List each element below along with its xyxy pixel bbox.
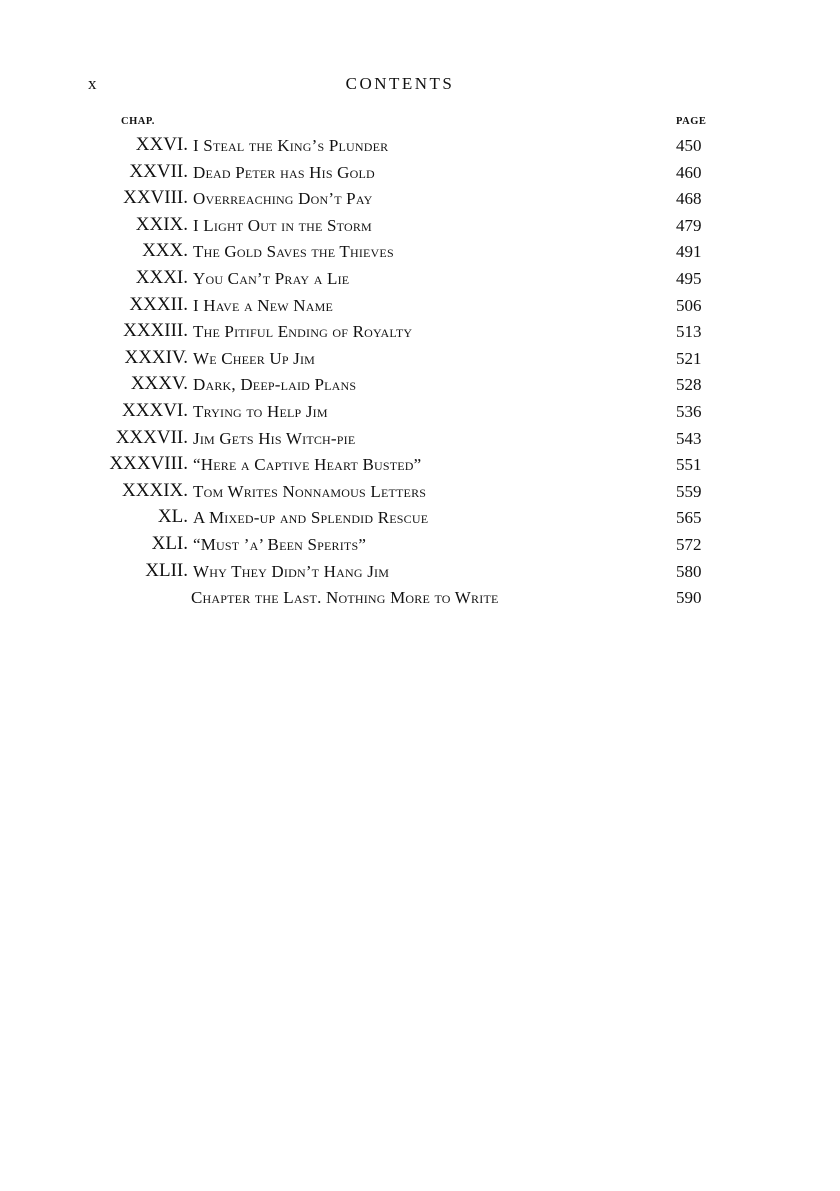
table-of-contents <box>0 132 840 611</box>
toc-entry <box>0 185 840 212</box>
chapter-title: A Mixed-up and Splendid Rescue <box>193 508 429 528</box>
chapter-number: XXXV. <box>130 373 188 395</box>
chapter-page: 580 <box>676 561 702 581</box>
toc-entry <box>0 318 840 345</box>
chapter-page: 468 <box>676 189 702 209</box>
chapter-number: XXXII. <box>129 293 188 315</box>
running-head: CONTENTS <box>345 74 455 93</box>
chapter-page: 491 <box>676 242 702 262</box>
toc-entry <box>0 398 840 425</box>
chapter-number: XXXVI. <box>122 399 188 421</box>
toc-entry <box>0 425 840 452</box>
chapter-title: I Have a New Name <box>193 295 333 315</box>
toc-entry <box>0 558 840 585</box>
chapter-number: XL. <box>157 506 188 528</box>
toc-entry <box>0 451 840 478</box>
chapter-number: XXXVIII. <box>109 453 188 475</box>
chapter-number: XXIX. <box>135 213 188 235</box>
chapter-title: The Gold Saves the Thieves <box>193 242 394 262</box>
chapter-title: We Cheer Up Jim <box>193 348 316 368</box>
chapter-title: Dark, Deep-laid Plans <box>193 375 357 395</box>
chapter-number: XXVIII. <box>123 187 188 209</box>
chapter-page: 551 <box>676 455 702 475</box>
page-number: x <box>88 74 98 93</box>
toc-entry <box>0 265 840 292</box>
toc-entry <box>0 478 840 505</box>
chapter-page: 460 <box>676 162 702 182</box>
chapter-page: 590 <box>676 588 702 608</box>
toc-entry <box>0 292 840 319</box>
chapter-page: 572 <box>676 534 702 554</box>
toc-entry <box>0 371 840 398</box>
chapter-number: XXXI. <box>135 266 188 288</box>
toc-entry <box>0 159 840 186</box>
chapter-title: Overreaching Don’t Pay <box>193 189 373 209</box>
chapter-page: 559 <box>676 481 702 501</box>
chapter-page: 450 <box>676 136 702 155</box>
chapter-number: XXXIV. <box>124 346 188 368</box>
chapter-title: Dead Peter has His Gold <box>193 162 375 182</box>
chapter-page: 506 <box>676 295 702 315</box>
chapter-number: XXXIX. <box>122 479 188 501</box>
chapter-number: XLII. <box>145 559 188 581</box>
chapter-number: XXX. <box>142 240 188 262</box>
chapter-title: Chapter the Last. Nothing More to Write <box>191 588 499 608</box>
chapter-title: The Pitiful Ending of Royalty <box>193 322 413 342</box>
chapter-page: 565 <box>676 508 702 528</box>
chapter-page: 513 <box>676 322 702 342</box>
chapter-title: I Light Out in the Storm <box>193 215 372 235</box>
chapter-title: “Here a Captive Heart Busted” <box>193 455 422 475</box>
toc-entry <box>0 238 840 265</box>
chapter-title: I Steal the King’s Plunder <box>193 136 389 155</box>
chapter-page: 495 <box>676 268 702 288</box>
chapter-title: Tom Writes Nonnamous Letters <box>193 481 427 501</box>
toc-entry <box>0 132 840 159</box>
chapter-number: XLI. <box>151 532 188 554</box>
chapter-title: You Can’t Pray a Lie <box>193 268 350 288</box>
chapter-page: 479 <box>676 215 702 235</box>
chap-column-label: CHAP. <box>121 116 155 127</box>
chapter-title: Jim Gets His Witch-pie <box>193 428 356 448</box>
page-column-label: PAGE <box>676 116 707 127</box>
chapter-title: “Must ’a’ Been Sperits” <box>193 534 367 554</box>
chapter-number: XXVII. <box>129 160 188 182</box>
toc-entry <box>0 212 840 239</box>
chapter-number: XXVI. <box>135 134 188 155</box>
chapter-page: 536 <box>676 401 702 421</box>
toc-entry <box>0 531 840 558</box>
toc-entry <box>0 504 840 531</box>
chapter-page: 521 <box>676 348 702 368</box>
chapter-number: XXXIII. <box>123 320 188 342</box>
chapter-number: XXXVII. <box>115 426 188 448</box>
chapter-title: Trying to Help Jim <box>193 401 328 421</box>
chapter-title: Why They Didn’t Hang Jim <box>193 561 390 581</box>
toc-entry <box>0 345 840 372</box>
chapter-page: 528 <box>676 375 702 395</box>
chapter-page: 543 <box>676 428 702 448</box>
toc-entry <box>0 584 840 611</box>
